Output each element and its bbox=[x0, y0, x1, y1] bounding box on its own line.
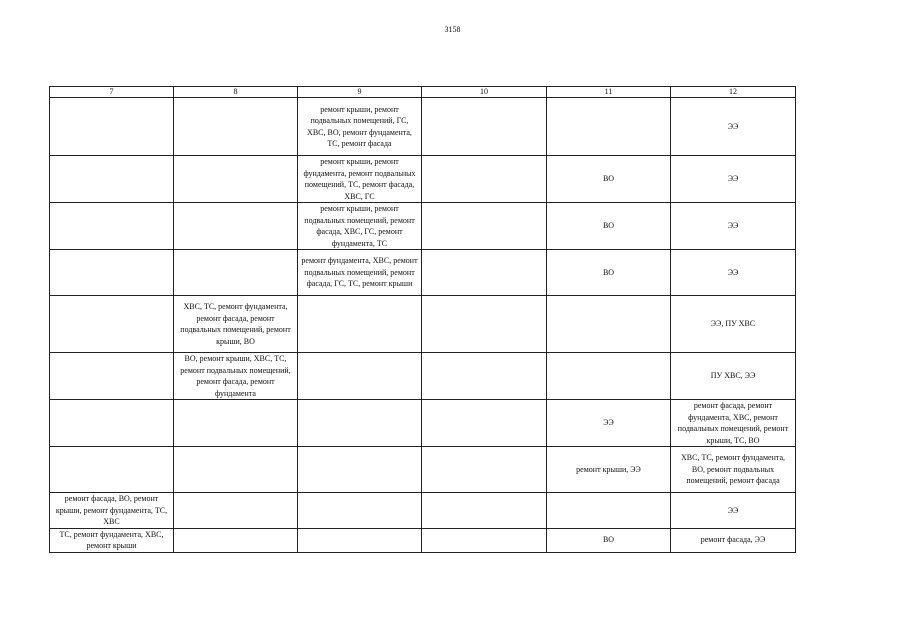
header-row bbox=[50, 87, 796, 98]
table-cell: ремонт фасада, ЭЭ bbox=[671, 528, 796, 552]
table-cell: ЭЭ, ПУ ХВС bbox=[671, 296, 796, 353]
table-cell bbox=[50, 447, 174, 493]
table-cell: ВО, ремонт крыши, ХВС, ТС, ремонт подвальных помещений, ремонт фасада, ремонт фундамента bbox=[174, 353, 298, 400]
table-cell bbox=[298, 528, 422, 552]
col-header-11: 11 bbox=[547, 87, 671, 98]
col-header-12: 12 bbox=[671, 87, 796, 98]
table-cell: ЭЭ bbox=[671, 203, 796, 250]
table-cell: ВО bbox=[547, 250, 671, 296]
table-cell bbox=[174, 250, 298, 296]
table-cell bbox=[174, 447, 298, 493]
table-cell bbox=[422, 493, 547, 529]
table-cell bbox=[50, 203, 174, 250]
table-cell: ЭЭ bbox=[671, 493, 796, 529]
table-cell: ремонт крыши, ремонт фундамента, ремонт подвальных помещений, ТС, ремонт фасада, ХВС, ГС bbox=[298, 156, 422, 203]
table-row bbox=[50, 156, 796, 203]
table-row bbox=[50, 296, 796, 353]
table-cell: ремонт крыши, ЭЭ bbox=[547, 447, 671, 493]
data-table bbox=[49, 86, 796, 553]
table-row bbox=[50, 98, 796, 156]
col-header-8: 8 bbox=[174, 87, 298, 98]
table-cell bbox=[298, 400, 422, 447]
table-cell: ремонт фасада, ВО, ремонт крыши, ремонт фундамента, ТС, ХВС bbox=[50, 493, 174, 529]
table-row bbox=[50, 528, 796, 552]
table-cell bbox=[422, 98, 547, 156]
table-cell bbox=[422, 528, 547, 552]
table-cell: ЭЭ bbox=[671, 250, 796, 296]
table-cell bbox=[547, 98, 671, 156]
table-cell bbox=[422, 353, 547, 400]
table-cell: ремонт крыши, ремонт подвальных помещений, ремонт фасада, ХВС, ГС, ремонт фундамента, ТС bbox=[298, 203, 422, 250]
table-row bbox=[50, 400, 796, 447]
table-cell bbox=[298, 353, 422, 400]
table-cell: ремонт фундамента, ХВС, ремонт подвальных помещений, ремонт фасада, ГС, ТС, ремонт крыши bbox=[298, 250, 422, 296]
table-cell bbox=[422, 250, 547, 296]
table-cell: ЭЭ bbox=[671, 98, 796, 156]
table-cell bbox=[174, 528, 298, 552]
table-cell bbox=[50, 296, 174, 353]
table-cell: ЭЭ bbox=[671, 156, 796, 203]
table-cell bbox=[422, 400, 547, 447]
col-header-10: 10 bbox=[422, 87, 547, 98]
table-cell bbox=[174, 203, 298, 250]
table-cell: ВО bbox=[547, 203, 671, 250]
table-cell bbox=[174, 98, 298, 156]
table-cell bbox=[422, 296, 547, 353]
table-cell bbox=[298, 447, 422, 493]
table-cell bbox=[50, 156, 174, 203]
table-cell: ЭЭ bbox=[547, 400, 671, 447]
table-cell bbox=[174, 400, 298, 447]
table-cell: ХВС, ТС, ремонт фундамента, ВО, ремонт подвальных помещений, ремонт фасада bbox=[671, 447, 796, 493]
table-row bbox=[50, 353, 796, 400]
table-cell bbox=[422, 156, 547, 203]
table-cell bbox=[50, 250, 174, 296]
table-cell bbox=[174, 156, 298, 203]
table-cell bbox=[298, 296, 422, 353]
table-cell bbox=[174, 493, 298, 529]
col-header-9: 9 bbox=[298, 87, 422, 98]
table-cell bbox=[298, 493, 422, 529]
table-cell bbox=[50, 400, 174, 447]
table-cell: ремонт крыши, ремонт подвальных помещений, ГС, ХВС, ВО, ремонт фундамента, ТС, ремонт фасада bbox=[298, 98, 422, 156]
table-cell bbox=[547, 353, 671, 400]
table-cell bbox=[50, 353, 174, 400]
table-cell bbox=[50, 98, 174, 156]
table-cell: ТС, ремонт фундамента, ХВС, ремонт крыши bbox=[50, 528, 174, 552]
table-cell bbox=[422, 203, 547, 250]
table-cell: ВО bbox=[547, 528, 671, 552]
table-row bbox=[50, 203, 796, 250]
table-cell: ремонт фасада, ремонт фундамента, ХВС, ремонт подвальных помещений, ремонт крыши, ТС, ВО bbox=[671, 400, 796, 447]
table-cell: ВО bbox=[547, 156, 671, 203]
col-header-7: 7 bbox=[50, 87, 174, 98]
table-cell bbox=[547, 296, 671, 353]
table-cell bbox=[422, 447, 547, 493]
table-cell: ПУ ХВС, ЭЭ bbox=[671, 353, 796, 400]
table-row bbox=[50, 447, 796, 493]
table-row bbox=[50, 493, 796, 529]
table-cell: ХВС, ТС, ремонт фундамента, ремонт фасада, ремонт подвальных помещений, ремонт крыши, ВО bbox=[174, 296, 298, 353]
table-cell bbox=[547, 493, 671, 529]
table-row bbox=[50, 250, 796, 296]
page-number: 3158 bbox=[444, 25, 461, 34]
